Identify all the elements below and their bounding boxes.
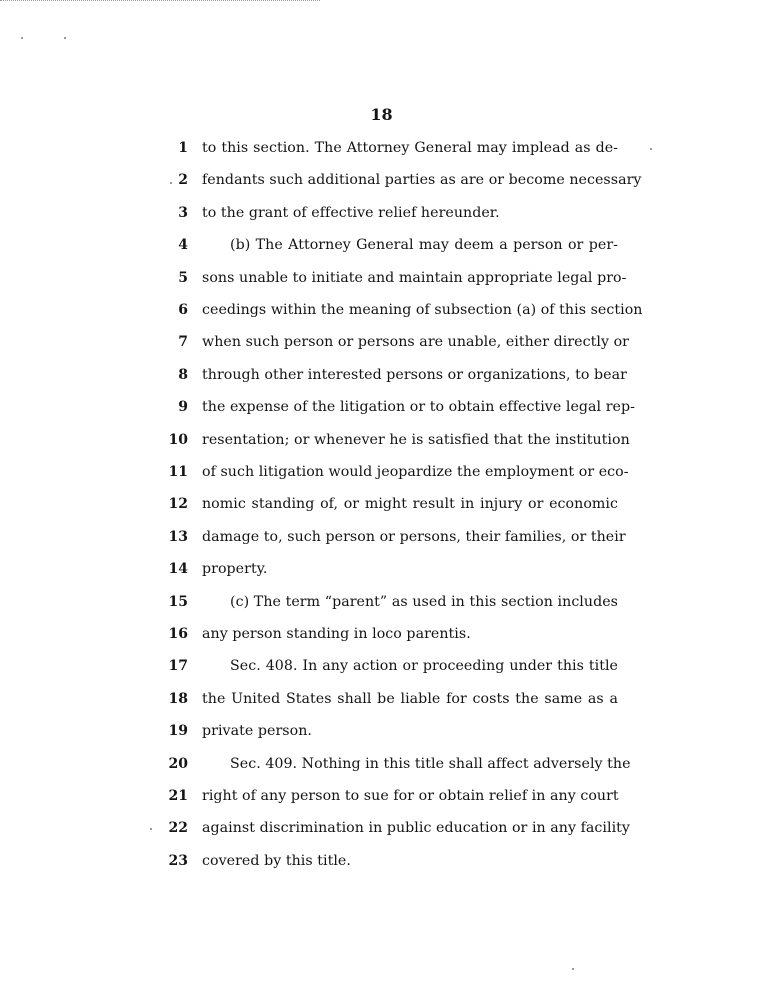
text-line (0, 849, 763, 881)
line-number: 18 (168, 690, 188, 707)
line-number: 23 (168, 852, 188, 869)
scan-speck (21, 37, 23, 39)
line-text: Sec. 409. Nothing in this title shall affect adversely the (230, 755, 631, 772)
line-number: 16 (168, 626, 188, 642)
text-line (0, 233, 763, 265)
line-text: Sec. 408. In any action or proceeding under this title (230, 658, 618, 675)
line-number: 19 (168, 723, 188, 740)
line-text: ceedings within the meaning of subsection (a) of this section (202, 302, 643, 318)
line-text: private person. (202, 723, 312, 740)
line-text: covered by this title. (202, 852, 351, 869)
line-number: 21 (168, 788, 188, 804)
text-line (0, 136, 763, 168)
line-number: 1 (178, 140, 188, 156)
text-line (0, 525, 763, 557)
line-number: 22 (168, 820, 188, 837)
text-line (0, 395, 763, 427)
text-line (0, 622, 763, 654)
line-number: 15 (168, 593, 188, 610)
line-number: 2 (178, 172, 188, 189)
text-line (0, 363, 763, 395)
text-line (0, 492, 763, 524)
line-text: of such litigation would jeopardize the employment or eco- (202, 464, 629, 480)
line-text: the United States shall be liable for costs the same as a (202, 690, 618, 707)
line-number: 11 (168, 464, 188, 480)
line-text: through other interested persons or organizations, to bear (202, 366, 627, 383)
line-text: nomic standing of, or might result in injury or economic (202, 496, 618, 513)
line-text: (b) The Attorney General may deem a person or per- (230, 237, 618, 254)
line-text: (c) The term “parent” as used in this section includes (230, 593, 618, 610)
line-text: resentation; or whenever he is satisfied that the institution (202, 431, 630, 448)
line-number: 10 (168, 431, 188, 448)
top-dotted-border (0, 0, 320, 1)
line-text: property. (202, 561, 268, 578)
line-number: 14 (168, 561, 188, 578)
text-line (0, 201, 763, 233)
line-text: fendants such additional parties as are or become necessary (202, 172, 642, 189)
line-number: 9 (178, 399, 188, 416)
scan-speck (64, 37, 66, 39)
text-line (0, 590, 763, 622)
line-number: 6 (178, 302, 188, 318)
line-number: 7 (178, 334, 188, 351)
line-text: right of any person to sue for or obtain relief in any court (202, 788, 619, 804)
line-number: 8 (178, 366, 188, 383)
text-line (0, 752, 763, 784)
text-line (0, 557, 763, 589)
line-number: 4 (178, 237, 188, 254)
text-line (0, 816, 763, 848)
line-text: to the grant of effective relief hereunder. (202, 204, 500, 221)
text-line (0, 460, 763, 492)
line-number: 12 (168, 496, 188, 513)
line-number: 13 (168, 528, 188, 545)
text-line (0, 298, 763, 330)
text-line (0, 330, 763, 362)
line-text: to this section. The Attorney General may implead as de- (202, 140, 618, 156)
line-number: 3 (178, 204, 188, 221)
text-line (0, 428, 763, 460)
line-text: sons unable to initiate and maintain appropriate legal pro- (202, 269, 627, 286)
text-line (0, 687, 763, 719)
line-text: against discrimination in public education or in any facility (202, 820, 630, 837)
line-number: 17 (168, 658, 188, 675)
line-text: the expense of the litigation or to obtain effective legal rep- (202, 399, 635, 416)
line-text: damage to, such person or persons, their families, or their (202, 528, 626, 545)
scan-speck (572, 968, 574, 970)
text-line (0, 168, 763, 200)
line-text: any person standing in loco parentis. (202, 626, 471, 642)
line-number: 20 (168, 755, 188, 772)
line-text: when such person or persons are unable, either directly or (202, 334, 630, 351)
line-number: 5 (178, 269, 188, 286)
text-line (0, 719, 763, 751)
text-line (0, 784, 763, 816)
text-line (0, 266, 763, 298)
page-number: 18 (370, 105, 393, 124)
text-line (0, 654, 763, 686)
